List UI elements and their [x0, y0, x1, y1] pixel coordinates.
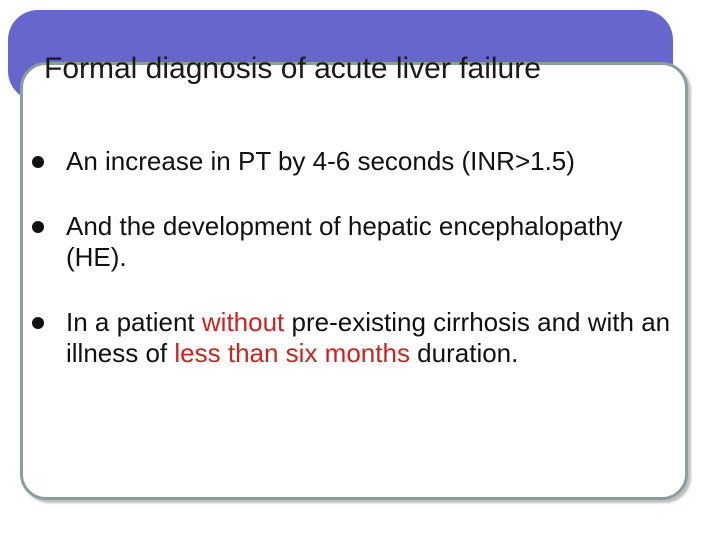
- bullet-text: And the development of hepatic encephalopathy (HE).: [66, 211, 623, 272]
- bullet-text: An increase in PT by 4-6 seconds (INR>1.5): [66, 146, 575, 176]
- bullet-list: [30, 146, 680, 369]
- title-underline: [30, 96, 636, 99]
- bullet-dot-icon: [32, 156, 44, 168]
- bullet-item: [30, 307, 680, 369]
- emphasis-text: without: [201, 307, 285, 337]
- bullet-item: [30, 211, 680, 273]
- bullet-dot-icon: [32, 317, 44, 329]
- bullet-text-part: pre-existing cirrhosis and with an illness of: [66, 307, 671, 368]
- bullet-item: [30, 146, 680, 177]
- emphasis-text: less than six months: [174, 338, 410, 368]
- bullet-text-part: In a patient: [66, 307, 202, 337]
- slide-title: Formal diagnosis of acute liver failure: [44, 52, 541, 85]
- bullet-text-part: duration.: [409, 338, 519, 368]
- bullet-dot-icon: [32, 221, 44, 233]
